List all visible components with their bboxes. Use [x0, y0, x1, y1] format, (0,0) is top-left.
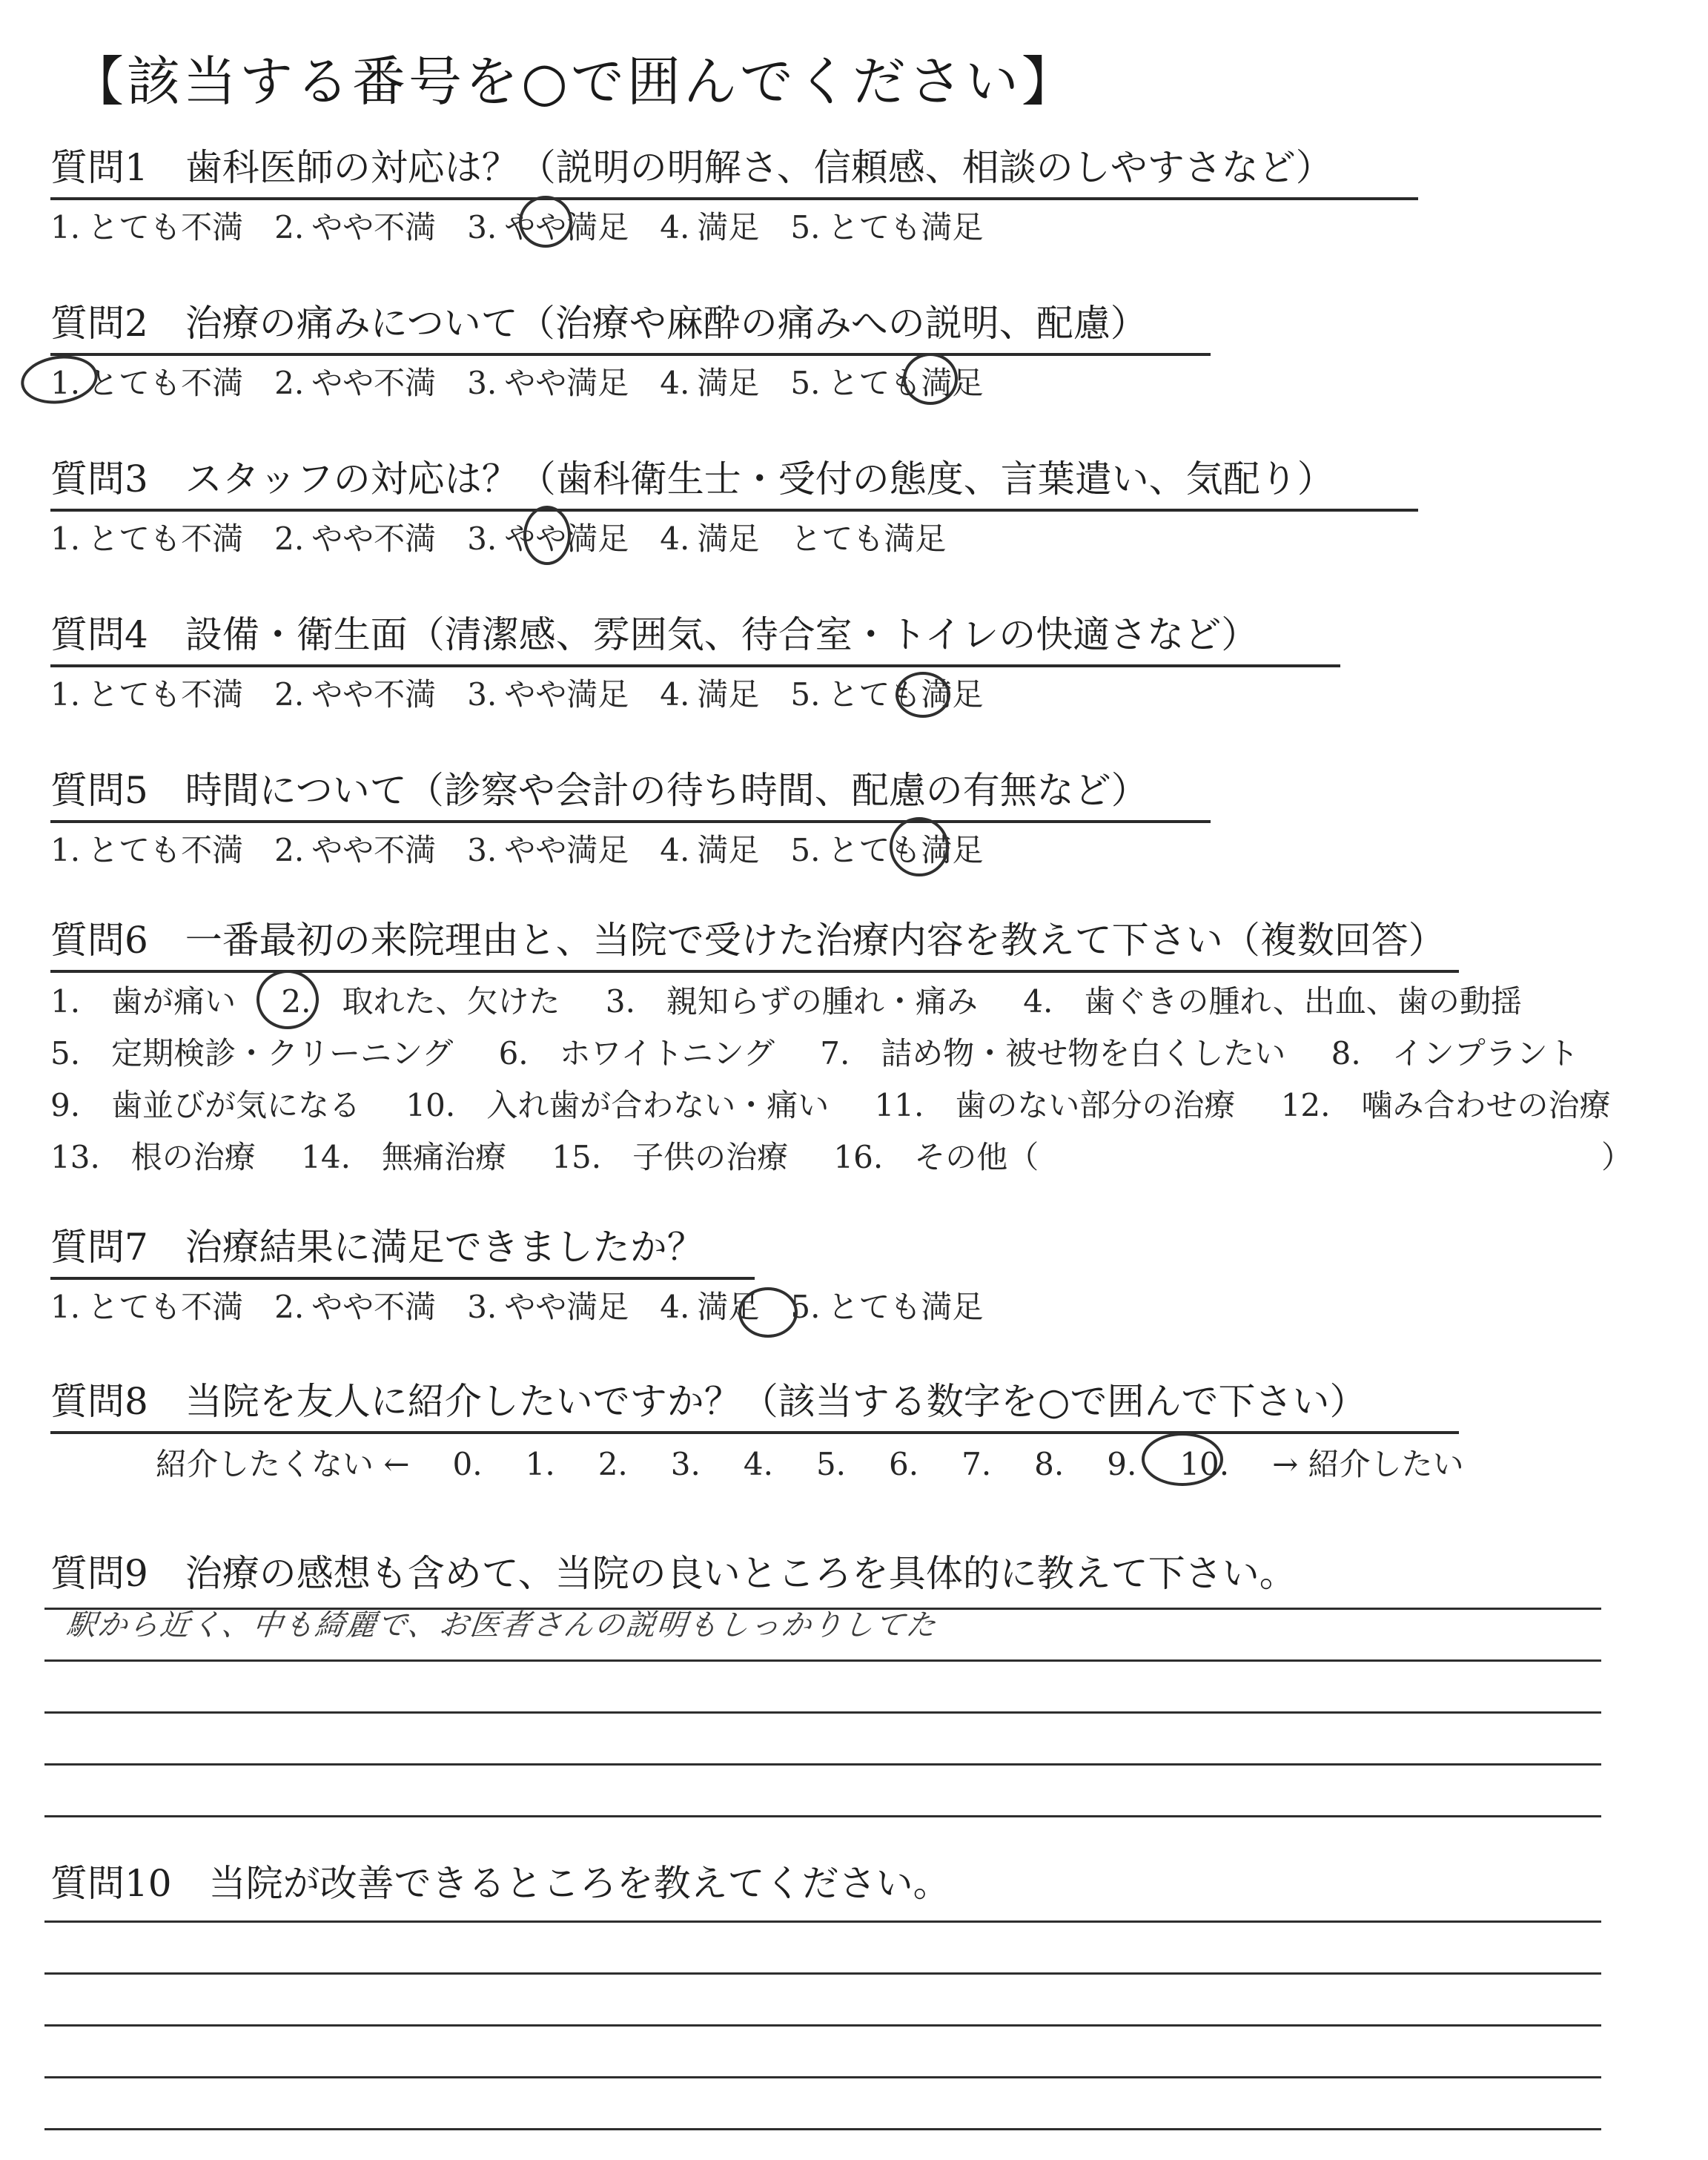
question-3-title: 質問3 スタッフの対応は？（歯科衛生士・受付の態度、言葉遣い、気配り） [50, 458, 1418, 512]
answer-circle-q3[interactable] [523, 506, 571, 565]
answer-line [44, 1711, 1601, 1714]
question-10-title: 質問10 当院が改善できるところを教えてください。 [50, 1862, 950, 1905]
answer-line [44, 2024, 1601, 2027]
question-4-title: 質問4 設備・衛生面（清潔感、雰囲気、待合室・トイレの快適さなど） [50, 614, 1340, 667]
answer-circle-q7[interactable] [738, 1287, 798, 1338]
question-6-row-4-close: ） [1601, 1139, 1633, 1175]
answer-line [44, 1763, 1601, 1766]
answer-line [44, 1659, 1601, 1662]
answer-line [44, 1815, 1601, 1817]
scale-left-label: 紹介したくない ← [156, 1446, 410, 1482]
question-8-title: 質問8 当院を友人に紹介したいですか？（該当する数字を○で囲んで下さい） [50, 1381, 1459, 1434]
scale-right-label: → 紹介したい [1272, 1446, 1464, 1482]
q9-handwritten-answer[interactable]: 駅から近く、中も綺麗で、お医者さんの説明もしっかりしてた [64, 1608, 939, 1642]
question-6-row-4: 13. 根の治療 14. 無痛治療 15. 子供の治療 16. その他（ [50, 1139, 1039, 1175]
question-9-title: 質問9 治療の感想も含めて、当院の良いところを具体的に教えて下さい。 [50, 1552, 1297, 1595]
question-8-scale: 紹介したくない ← 0. 1. 2. 3. 4. 5. 6. 7. 8. 9. 10. → 紹介したい [156, 1446, 1464, 1482]
question-6-row-1: 1. 歯が痛い 2. 取れた、欠けた 3. 親知らずの腫れ・痛み 4. 歯ぐきの腫れ、出血、歯の動揺 [50, 983, 1522, 1020]
answer-circle-q2-5[interactable] [903, 353, 958, 405]
answer-line [44, 2076, 1601, 2078]
question-3-options: 1. とても不満 2. やや不満 3. やや満足 4. 満足 とても満足 [50, 521, 947, 557]
answer-circle-q1[interactable] [519, 196, 572, 248]
answer-circle-q5[interactable] [890, 817, 949, 876]
question-6-row-2: 5. 定期検診・クリーニング 6. ホワイトニング 7. 詰め物・被せ物を白くしたい 8. インプラント [50, 1035, 1579, 1071]
question-5-options: 1. とても不満 2. やや不満 3. やや満足 4. 満足 5. とても満足 [50, 832, 984, 868]
answer-circle-q8[interactable] [1142, 1433, 1223, 1486]
answer-line [44, 1920, 1601, 1923]
question-7-title: 質問7 治療結果に満足できましたか？ [50, 1226, 755, 1280]
question-2-options: 1. とても不満 2. やや不満 3. やや満足 4. 満足 5. とても満足 [50, 365, 984, 401]
question-6-row-3: 9. 歯並びが気になる 10. 入れ歯が合わない・痛い 11. 歯のない部分の治療 12. 噛み合わせの治療 [50, 1087, 1611, 1123]
answer-circle-q4[interactable] [896, 672, 950, 718]
question-7-options: 1. とても不満 2. やや不満 3. やや満足 4. 満足 5. とても満足 [50, 1289, 984, 1325]
question-6-title: 質問6 一番最初の来院理由と、当院で受けた治療内容を教えて下さい（複数回答） [50, 919, 1459, 973]
question-5-title: 質問5 時間について（診察や会計の待ち時間、配慮の有無など） [50, 770, 1211, 823]
answer-line [44, 1972, 1601, 1975]
answer-line [44, 2128, 1601, 2130]
answer-circle-q6[interactable] [256, 970, 319, 1029]
form-header: 【該当する番号を○で囲んでください】 [70, 50, 1078, 113]
question-1-title: 質問1 歯科医師の対応は？（説明の明解さ、信頼感、相談のしやすさなど） [50, 147, 1418, 200]
question-1-options: 1. とても不満 2. やや不満 3. やや満足 4. 満足 5. とても満足 [50, 209, 984, 245]
question-2-title: 質問2 治療の痛みについて（治療や麻酔の痛みへの説明、配慮） [50, 303, 1211, 356]
question-4-options: 1. とても不満 2. やや不満 3. やや満足 4. 満足 5. とても満足 [50, 676, 984, 713]
